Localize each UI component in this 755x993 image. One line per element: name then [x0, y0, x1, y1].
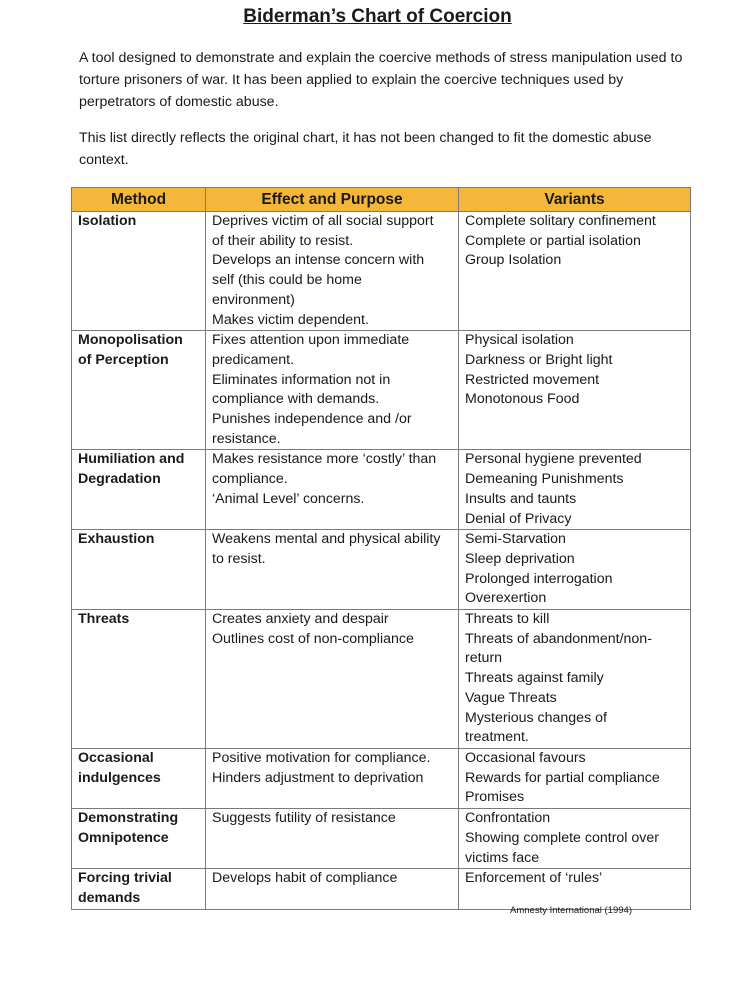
effect-line: Hinders adjustment to deprivation [212, 769, 424, 786]
table-header-row [72, 188, 691, 212]
method-cell: Exhaustion [72, 530, 206, 610]
note-paragraph: This list directly reflects the original chart, it has not been changed to fit the domestic abuse context. [79, 130, 652, 168]
variants-line: Promises [465, 789, 525, 806]
variants-line: Restricted movement [465, 371, 600, 388]
table-row [72, 331, 691, 450]
effect-cell [206, 530, 459, 610]
effect-line: ‘Animal Level’ concerns. [212, 490, 365, 507]
variants-line: treatment. [465, 729, 529, 746]
header-variants: Variants [459, 188, 691, 212]
intro-paragraph: A tool designed to demonstrate and explain the coercive methods of stress manipulation used to torture prisoners of war. It has been applied to explain the coercive techniques used by perpetrators of domestic abuse. [79, 50, 683, 110]
variants-line: Group Isolation [465, 252, 562, 269]
effect-line: Weakens mental and physical ability [212, 531, 441, 548]
variants-line: Rewards for partial compliance [465, 769, 660, 786]
page-title: Biderman’s Chart of Coercion [243, 6, 512, 27]
variants-line: Threats of abandonment/non- [465, 630, 652, 647]
effect-line: Fixes attention upon immediate [212, 332, 410, 349]
effect-line: resistance. [212, 430, 281, 447]
effect-line: compliance with demands. [212, 391, 380, 408]
variants-cell [459, 748, 691, 808]
variants-line: Prolonged interrogation [465, 570, 613, 587]
variants-line: Complete or partial isolation [465, 232, 641, 249]
method-cell: Threats [72, 610, 206, 749]
effect-cell [206, 610, 459, 749]
variants-line: Physical isolation [465, 332, 574, 349]
variants-cell [459, 610, 691, 749]
effect-line: environment) [212, 291, 295, 308]
table-row [72, 530, 691, 610]
variants-line: Demeaning Punishments [465, 471, 624, 488]
header-effect: Effect and Purpose [206, 188, 459, 212]
variants-line: Confrontation [465, 810, 551, 827]
variants-line: Complete solitary confinement [465, 213, 656, 229]
effect-cell [206, 331, 459, 450]
method-cell: Humiliation and Degradation [72, 450, 206, 530]
variants-line: Overexertion [465, 590, 547, 607]
effect-line: Positive motivation for compliance. [212, 749, 431, 766]
variants-line: Enforcement of ‘rules’ [465, 870, 603, 887]
table-row [72, 450, 691, 530]
effect-line: Suggests futility of resistance [212, 810, 396, 827]
effect-cell [206, 869, 459, 909]
method-cell: Occasional indulgences [72, 748, 206, 808]
effect-line: Makes victim dependent. [212, 311, 369, 328]
table-row [72, 748, 691, 808]
effect-line: to resist. [212, 550, 266, 567]
effect-line: Punishes independence and /or [212, 411, 412, 428]
variants-cell [459, 869, 691, 909]
effect-line: Makes resistance more ‘costly’ than [212, 451, 437, 468]
effect-line: self (this could be home [212, 272, 362, 289]
effect-line: Deprives victim of all social support [212, 213, 434, 229]
variants-line: Threats to kill [465, 611, 550, 628]
method-cell: Forcing trivial demands [72, 869, 206, 909]
variants-cell [459, 530, 691, 610]
variants-line: Semi-Starvation [465, 531, 566, 548]
effect-cell [206, 450, 459, 530]
effect-cell [206, 748, 459, 808]
variants-line: Mysterious changes of [465, 709, 607, 726]
method-cell: Monopolisation of Perception [72, 331, 206, 450]
variants-line: Threats against family [465, 670, 604, 687]
variants-line: Monotonous Food [465, 391, 580, 408]
variants-line: Occasional favours [465, 749, 586, 766]
table-row [72, 610, 691, 749]
effect-line: Creates anxiety and despair [212, 611, 389, 628]
header-method: Method [72, 188, 206, 212]
effect-line: Develops habit of compliance [212, 870, 398, 887]
method-cell: Isolation [72, 212, 206, 331]
effect-cell [206, 809, 459, 869]
source-citation: Amnesty International (1994) [510, 905, 632, 916]
method-cell: Demonstrating Omnipotence [72, 809, 206, 869]
effect-cell [206, 212, 459, 331]
variants-cell [459, 212, 691, 331]
variants-line: Showing complete control over [465, 829, 659, 846]
variants-line: Sleep deprivation [465, 550, 575, 567]
variants-line: victims face [465, 849, 540, 866]
table-body [72, 212, 691, 910]
variants-line: return [465, 650, 503, 667]
effect-line: Develops an intense concern with [212, 252, 425, 269]
effect-line: Eliminates information not in [212, 371, 391, 388]
variants-line: Personal hygiene prevented [465, 451, 642, 468]
table-row [72, 212, 691, 331]
effect-line: predicament. [212, 351, 295, 368]
effect-line: compliance. [212, 471, 288, 488]
table-row [72, 809, 691, 869]
variants-line: Vague Threats [465, 689, 557, 706]
variants-line: Denial of Privacy [465, 510, 572, 527]
variants-cell [459, 809, 691, 869]
table-row [72, 869, 691, 909]
coercion-table [71, 187, 691, 910]
variants-line: Insults and taunts [465, 490, 577, 507]
effect-line: of their ability to resist. [212, 232, 354, 249]
variants-cell [459, 450, 691, 530]
variants-line: Darkness or Bright light [465, 351, 613, 368]
effect-line: Outlines cost of non-compliance [212, 630, 414, 647]
variants-cell [459, 331, 691, 450]
